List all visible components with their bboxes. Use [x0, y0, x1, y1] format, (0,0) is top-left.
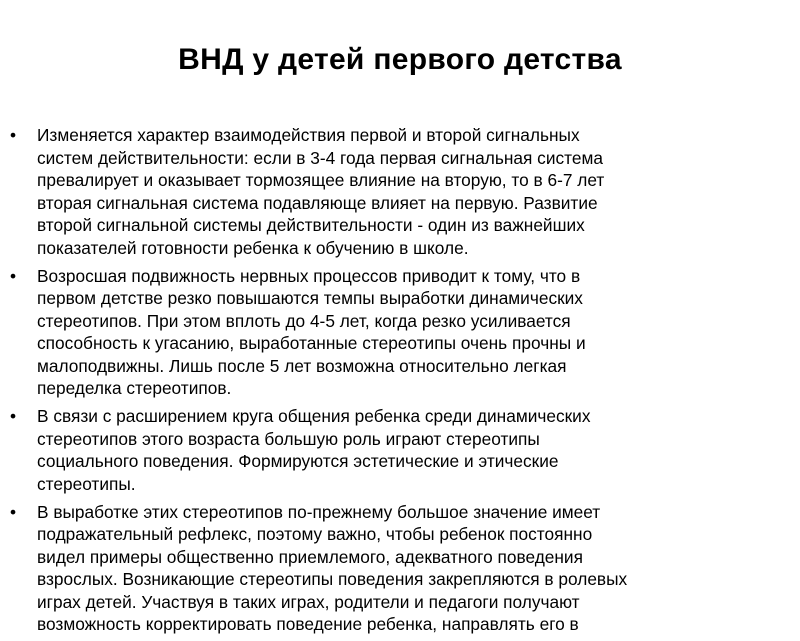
bullet-marker: • [10, 265, 17, 286]
bullet-text: Возросшая подвижность нервных процессов приводит к тому, что в первом детстве резко повышаются темпы выработки динамических стереотипов. При этом вплоть до 4-5 лет, когда резко усиливается способность к угасанию, выработанные стереотипы очень прочны и малоподвижны. Лишь после 5 лет возможна относительно легкая переделка стереотипов. [37, 265, 586, 398]
bullet-marker: • [10, 125, 17, 145]
bullet-marker: • [10, 406, 17, 426]
bullet-item [0, 405, 800, 495]
bullet-item [0, 124, 800, 259]
bullet-item [0, 265, 800, 400]
bullet-marker: • [10, 501, 17, 522]
bullet-list [0, 124, 800, 641]
slide-title: ВНД у детей первого детства [178, 43, 622, 77]
bullet-text: В связи с расширением круга общения ребенка среди динамических стереотипов этого возраста большую роль играют стереотипы социального поведения. Формируются эстетические и этические стереотипы. [37, 406, 591, 494]
bullet-text: Изменяется характер взаимодействия первой и второй сигнальных систем действительности: если в 3-4 года первая сигнальная система превалирует и оказывает тормозящее влияние на вторую, то в 6-7 лет вторая сигнальная система подавляюще влияет на первую. Развитие второй сигнальной системы действительности - один из важнейших показателей готовности ребенка к обучению в школе. [37, 125, 605, 258]
bullet-text: В выработке этих стереотипов по-прежнему большое значение имеет подражательный рефлекс, поэтому важно, чтобы ребенок постоянно видел примеры общественно приемлемого, адекватного поведения взрослых. Возникающие стереотипы поведения закрепляются в ролевых играх детей. Участвуя в таких играх, родители и педагоги получают возможность корректировать поведение ребенка, направлять его в [37, 501, 628, 634]
bullet-item [0, 501, 800, 636]
